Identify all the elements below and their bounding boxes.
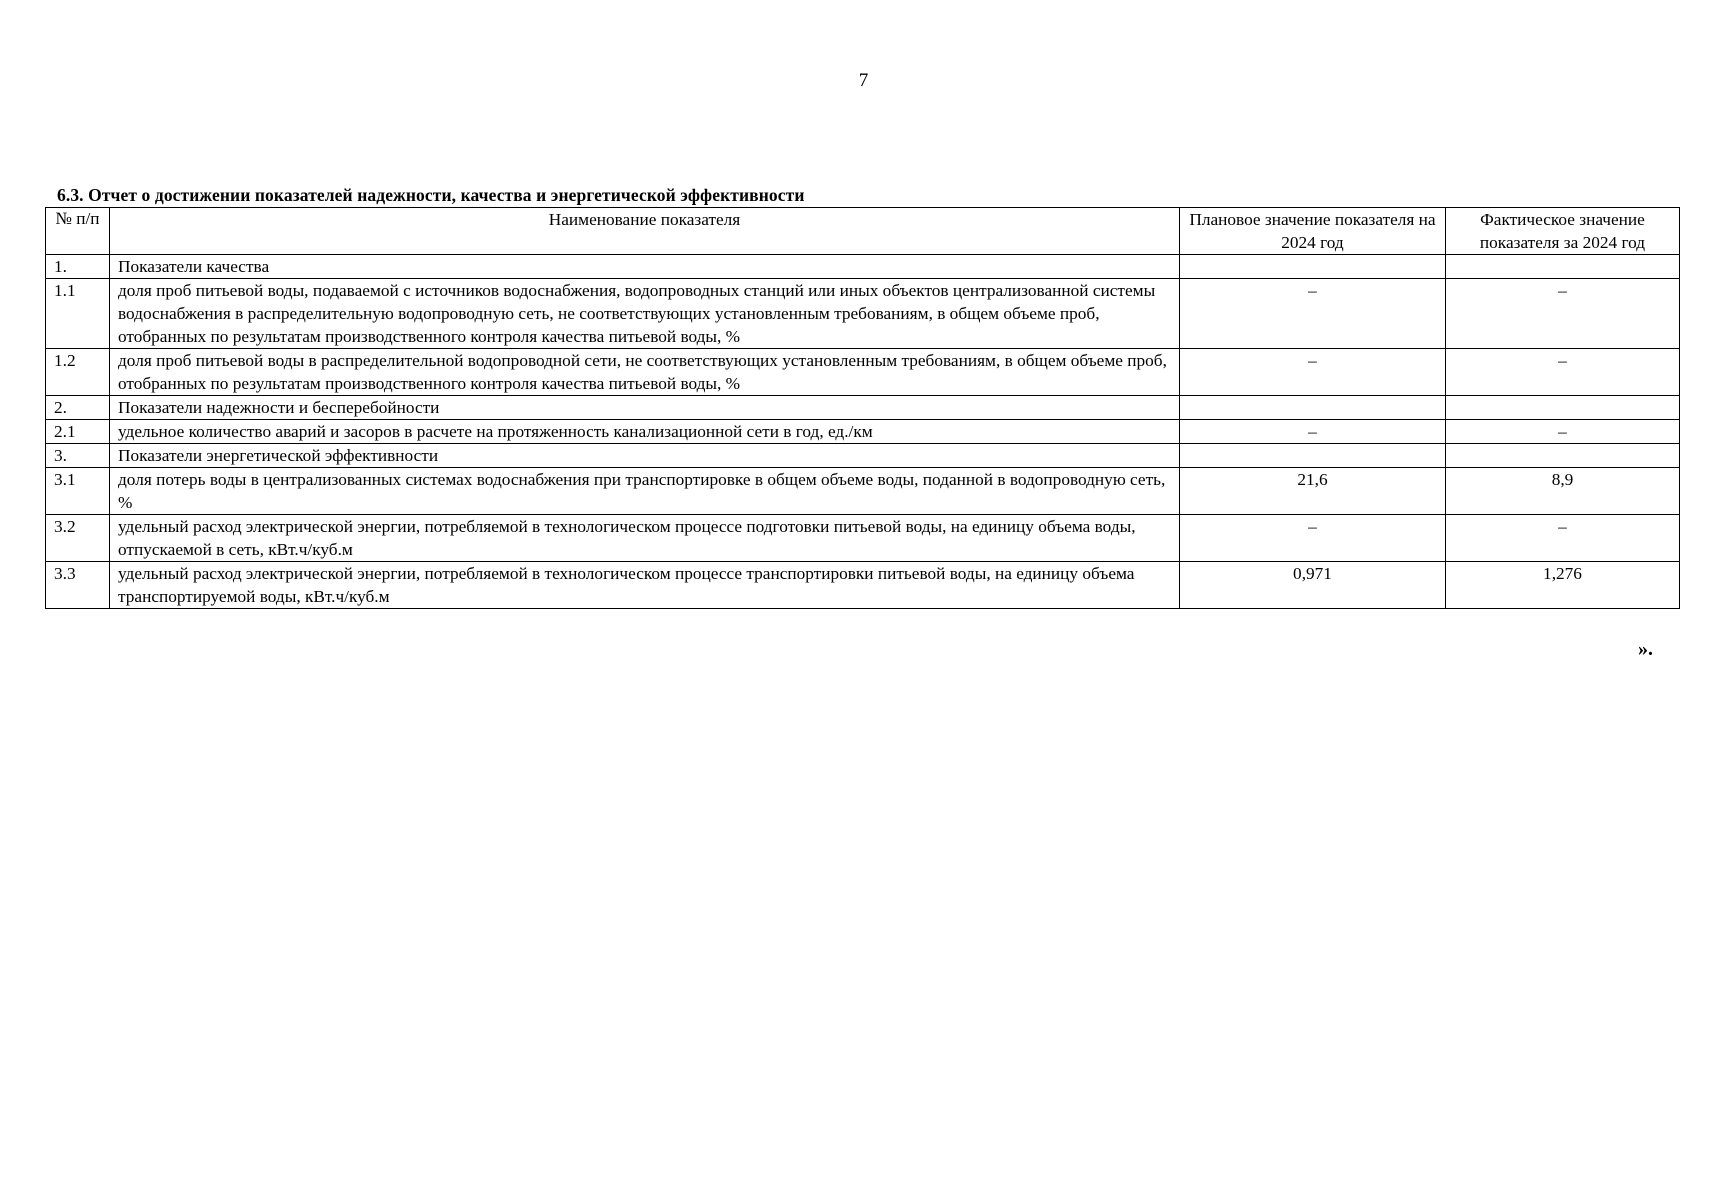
row-number: 1. [46,255,110,279]
row-planned-value: – [1180,420,1446,444]
row-planned-value [1180,396,1446,420]
header-actual-value: Фактическое значение показателя за 2024 год [1446,208,1680,255]
row-indicator: удельное количество аварий и засоров в расчете на протяженность канализационной сети в год, ед./км [110,420,1180,444]
row-planned-value: – [1180,279,1446,349]
table-row [46,349,1680,396]
row-number: 1.1 [46,279,110,349]
table-row [46,396,1680,420]
table-row [46,562,1680,609]
row-actual-value: 8,9 [1446,468,1680,515]
row-actual-value: – [1446,349,1680,396]
header-planned-value: Плановое значение показателя на 2024 год [1180,208,1446,255]
table-row [46,420,1680,444]
row-planned-value [1180,255,1446,279]
table-row [46,468,1680,515]
row-indicator: Показатели качества [110,255,1180,279]
indicators-table [45,207,1680,609]
row-number: 3.1 [46,468,110,515]
row-indicator: доля проб питьевой воды, подаваемой с источников водоснабжения, водопроводных станций или иных объектов централизованной системы водоснабжения в распределительную водопроводную сеть, не соответствующих установленным требованиям, в общем объеме проб, отобранных по результатам производственного контроля качества питьевой воды, % [110,279,1180,349]
row-planned-value: – [1180,515,1446,562]
row-actual-value [1446,255,1680,279]
row-indicator: Показатели надежности и бесперебойности [110,396,1180,420]
row-number: 2.1 [46,420,110,444]
row-number: 3.3 [46,562,110,609]
row-actual-value: 1,276 [1446,562,1680,609]
row-actual-value [1446,444,1680,468]
row-indicator: удельный расход электрической энергии, потребляемой в технологическом процессе подготовки питьевой воды, на единицу объема воды, отпускаемой в сеть, кВт.ч/куб.м [110,515,1180,562]
row-actual-value: – [1446,279,1680,349]
row-planned-value: 0,971 [1180,562,1446,609]
row-number: 3.2 [46,515,110,562]
row-planned-value [1180,444,1446,468]
table-row [46,444,1680,468]
header-number: № п/п [46,208,110,255]
row-number: 1.2 [46,349,110,396]
closing-quote-mark: ». [1638,638,1653,660]
row-actual-value: – [1446,515,1680,562]
table-row [46,279,1680,349]
row-actual-value: – [1446,420,1680,444]
table-row [46,515,1680,562]
row-number: 3. [46,444,110,468]
header-indicator-name: Наименование показателя [110,208,1180,255]
table-header-row [46,208,1680,255]
row-indicator: доля проб питьевой воды в распределительной водопроводной сети, не соответствующих установленным требованиям, в общем объеме проб, отобранных по результатам производственного контроля качества питьевой воды, % [110,349,1180,396]
row-indicator: удельный расход электрической энергии, потребляемой в технологическом процессе транспортировки питьевой воды, на единицу объема транспортируемой воды, кВт.ч/куб.м [110,562,1180,609]
row-planned-value: 21,6 [1180,468,1446,515]
row-number: 2. [46,396,110,420]
row-actual-value [1446,396,1680,420]
table-row [46,255,1680,279]
page-number: 7 [858,70,869,91]
row-indicator: доля потерь воды в централизованных системах водоснабжения при транспортировке в общем объеме воды, поданной в водопроводную сеть, % [110,468,1180,515]
row-planned-value: – [1180,349,1446,396]
section-title: 6.3. Отчет о достижении показателей надежности, качества и энергетической эффективности [57,185,805,205]
row-indicator: Показатели энергетической эффективности [110,444,1180,468]
